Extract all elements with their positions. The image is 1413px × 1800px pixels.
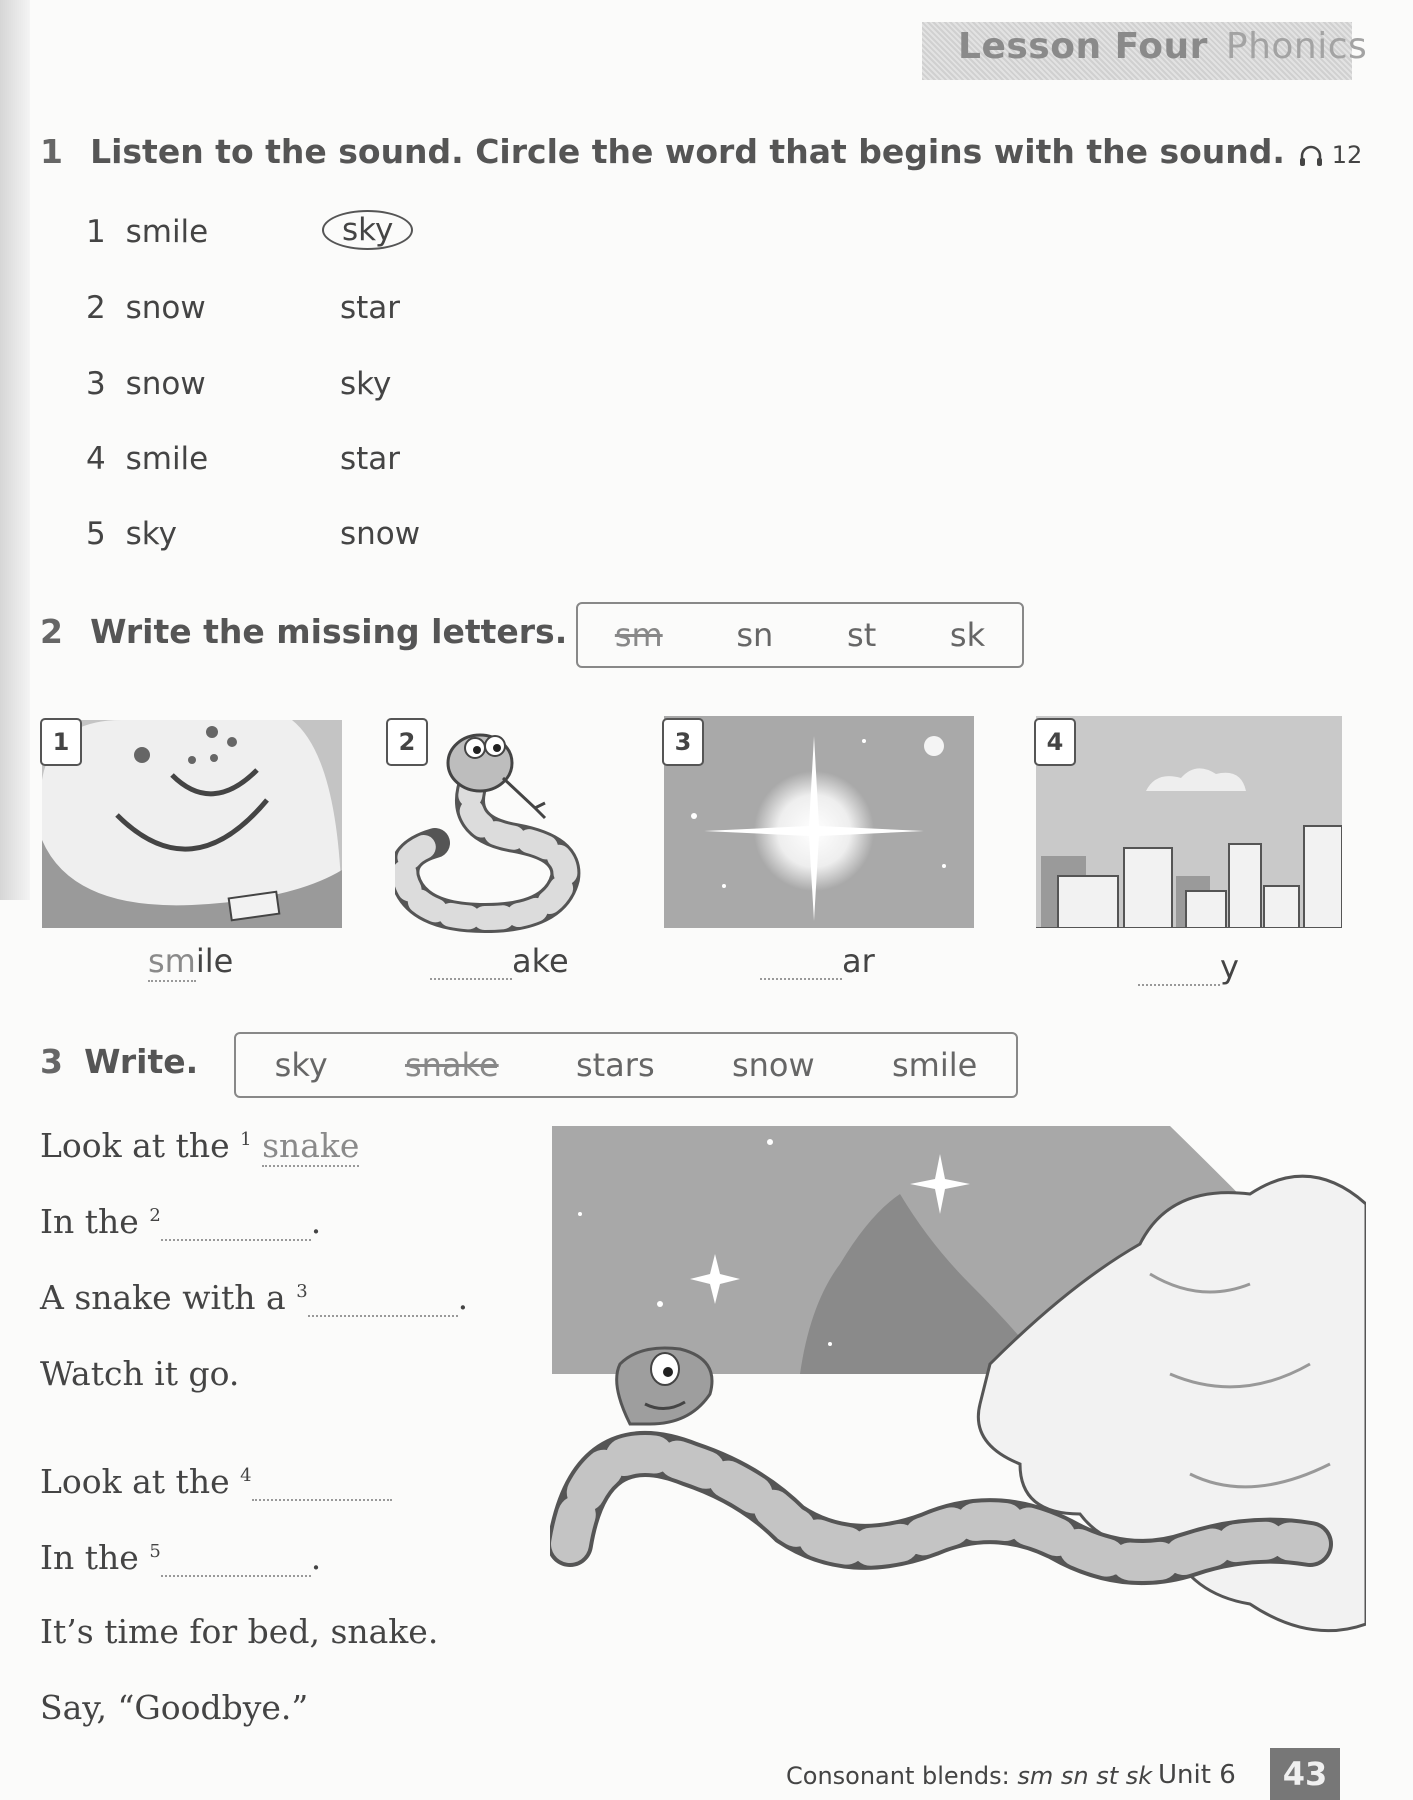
answer-blank[interactable] [252, 1469, 392, 1501]
section1-instruction: Listen to the sound. Circle the word that begins with the sound. [90, 132, 1285, 171]
picture-number: 1 [40, 718, 82, 766]
night-snake-picture [550, 1124, 1366, 1660]
list-item [86, 516, 177, 552]
poem-text: In the [40, 1538, 139, 1577]
list-item [86, 441, 208, 477]
answer-blank[interactable] [760, 948, 842, 980]
blank-number: 4 [240, 1465, 252, 1486]
answer-blank[interactable] [161, 1545, 311, 1577]
sky-city-illustration [1036, 716, 1342, 928]
poem-line-5 [40, 1462, 392, 1501]
word-ending: ile [195, 942, 234, 980]
poem-text: Look at the [40, 1462, 230, 1501]
lesson-topic: Phonics [1225, 26, 1368, 67]
list-item [86, 214, 208, 250]
poem-text: In the [40, 1202, 139, 1241]
item-word-b: star [340, 441, 401, 477]
item-word-a: snow [125, 290, 206, 326]
list-item [86, 290, 206, 326]
footer-unit: Unit 6 [1158, 1760, 1236, 1790]
blank-number: 2 [149, 1205, 161, 1226]
section3-instruction: Write. [84, 1042, 199, 1081]
poem-line-6 [40, 1538, 321, 1577]
item-word-b: star [340, 290, 401, 326]
answer-smile [148, 942, 233, 980]
lesson-title: Lesson Four [958, 26, 1208, 67]
item-word-b: sky [340, 366, 392, 402]
bank-item: stars [575, 1046, 655, 1084]
poem-text: Look at the [40, 1126, 230, 1165]
star-illustration [664, 716, 974, 928]
smiling-face-illustration [42, 720, 342, 928]
section1-heading [40, 132, 1362, 171]
poem-line-2 [40, 1202, 321, 1241]
letter-bank [576, 602, 1024, 668]
item-number: 1 [86, 214, 106, 250]
list-item [86, 366, 206, 402]
item-number: 5 [86, 516, 106, 552]
snake-night-illustration [550, 1124, 1366, 1660]
bank-item: snake [404, 1046, 499, 1084]
picture-number: 4 [1034, 718, 1076, 766]
bank-item: sk [949, 616, 986, 654]
word-ending: ake [512, 942, 569, 980]
poem-text: A snake with a [40, 1278, 286, 1317]
headphones-icon [1298, 143, 1324, 169]
blank-number: 5 [149, 1541, 161, 1562]
section2-instruction: Write the missing letters. [90, 612, 568, 651]
item-word-a: smile [125, 441, 209, 477]
star-picture [664, 716, 974, 928]
answer-snake[interactable] [430, 942, 569, 980]
item-word-a: snow [125, 366, 206, 402]
poem-punctuation: . [310, 1202, 322, 1241]
footer-label: Consonant blends: [786, 1762, 1010, 1790]
bank-item: sky [274, 1046, 328, 1084]
answer-blank[interactable] [430, 948, 512, 980]
bank-item: smile [891, 1046, 978, 1084]
poem-line-1 [40, 1126, 359, 1165]
blank-number: 1 [240, 1129, 252, 1150]
bank-item: sm [614, 616, 663, 654]
item-number: 2 [86, 290, 106, 326]
bank-item: st [847, 616, 877, 654]
smile-picture [42, 720, 342, 928]
circled-answer [322, 212, 413, 248]
word-ending: ar [842, 942, 875, 980]
poem-line-7: It’s time for bed, snake. [40, 1612, 439, 1651]
item-word-b: sky [322, 210, 413, 250]
item-number: 4 [86, 441, 106, 477]
item-word-a: smile [125, 214, 209, 250]
audio-track [1298, 141, 1362, 169]
answer-blank[interactable] [1138, 954, 1220, 986]
sky-picture [1036, 716, 1342, 928]
section1-number: 1 [40, 132, 63, 171]
section2-number: 2 [40, 612, 63, 651]
item-number: 3 [86, 366, 106, 402]
poem-line-3 [40, 1278, 468, 1317]
answer-sky[interactable] [1138, 948, 1239, 986]
picture-number: 3 [662, 718, 704, 766]
blank-number: 3 [296, 1281, 308, 1302]
poem-punctuation: . [310, 1538, 322, 1577]
section2-heading [40, 612, 567, 651]
answer-blank[interactable] [308, 1285, 458, 1317]
poem-punctuation: . [457, 1278, 469, 1317]
section3-heading [40, 1042, 198, 1081]
poem-line-8: Say, “Goodbye.” [40, 1688, 309, 1727]
answer-star[interactable] [760, 942, 875, 980]
written-answer: snake [262, 1126, 360, 1165]
section3-number: 3 [40, 1042, 63, 1081]
bank-item: sn [736, 616, 774, 654]
page-number: 43 [1270, 1748, 1340, 1800]
track-number: 12 [1331, 141, 1363, 169]
item-word-a: sky [125, 516, 177, 552]
item-word-b: snow [340, 516, 421, 552]
footer-topic [786, 1762, 1152, 1790]
answer-blank[interactable] [161, 1209, 311, 1241]
picture-number: 2 [386, 718, 428, 766]
lesson-header [958, 26, 1367, 67]
page-edge-shadow [0, 0, 30, 900]
poem-line-4: Watch it go. [40, 1354, 240, 1393]
word-bank [234, 1032, 1018, 1098]
footer-blends: sm sn st sk [1017, 1762, 1153, 1790]
bank-item: snow [731, 1046, 815, 1084]
word-ending: y [1220, 948, 1239, 986]
written-answer: sm [148, 942, 196, 980]
